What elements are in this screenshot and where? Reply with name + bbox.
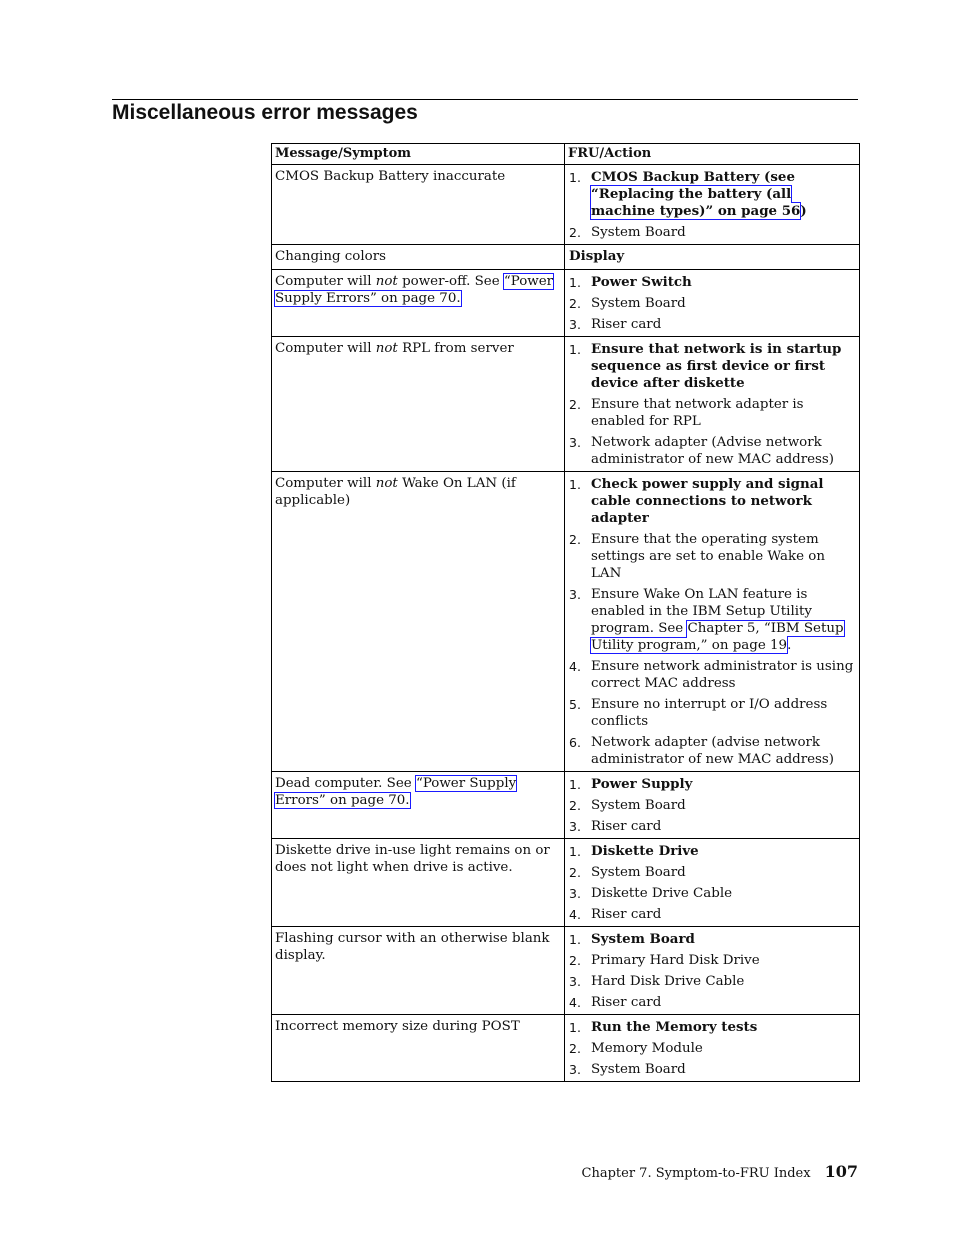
action-item-number: 5. xyxy=(569,697,581,712)
text-segment: Display xyxy=(569,248,625,264)
action-item-number: 2. xyxy=(569,1041,581,1056)
action-item xyxy=(569,818,857,835)
symptom-cell xyxy=(272,772,565,839)
action-item-number: 3. xyxy=(569,587,581,602)
text-segment: Diskette drive in-use light remains on or does not light when drive is active. xyxy=(275,843,550,875)
action-cell xyxy=(565,839,860,927)
text-segment: Dead computer. See xyxy=(275,776,416,791)
page-title: Miscellaneous error messages xyxy=(112,101,418,124)
symptom-fru-table xyxy=(271,143,860,1082)
section-rule xyxy=(112,99,858,100)
text-segment: Wake On LAN (if applicable) xyxy=(275,476,516,508)
text-segment: Riser card xyxy=(591,907,662,922)
text-segment: Primary Hard Disk Drive xyxy=(591,953,760,968)
action-item xyxy=(569,1061,857,1078)
text-segment: Ensure Wake On LAN feature is enabled in the IBM Setup Utility program. See xyxy=(591,587,812,636)
action-item-number: 2. xyxy=(569,397,581,412)
action-item xyxy=(569,341,857,392)
text-segment: Memory Module xyxy=(591,1041,703,1056)
action-cell xyxy=(565,165,860,245)
action-item xyxy=(569,864,857,881)
action-item-number: 2. xyxy=(569,953,581,968)
action-item xyxy=(569,931,857,948)
action-item-number: 4. xyxy=(569,995,581,1010)
action-item xyxy=(569,973,857,990)
action-item-number: 4. xyxy=(569,907,581,922)
table-row xyxy=(272,165,860,245)
text-segment: Computer will xyxy=(275,341,376,356)
action-item-number: 2. xyxy=(569,532,581,547)
action-list xyxy=(569,931,857,1011)
action-item-number: 3. xyxy=(569,886,581,901)
text-segment: Ensure that the operating system settings are set to enable Wake on LAN xyxy=(591,532,825,581)
action-item-number: 3. xyxy=(569,435,581,450)
action-item-number: 1. xyxy=(569,477,581,492)
text-segment: Computer will xyxy=(275,274,376,289)
action-item-number: 1. xyxy=(569,844,581,859)
text-segment: ) xyxy=(800,203,807,219)
header-message-symptom: Message/Symptom xyxy=(272,144,565,165)
text-segment: Diskette Drive Cable xyxy=(591,886,733,901)
action-item xyxy=(569,586,857,654)
symptom-cell xyxy=(272,270,565,337)
action-item xyxy=(569,994,857,1011)
action-cell xyxy=(565,1015,860,1082)
action-item-number: 2. xyxy=(569,798,581,813)
text-segment: System Board xyxy=(591,865,686,880)
text-segment: CMOS Backup Battery inaccurate xyxy=(275,169,506,184)
action-item-number: 2. xyxy=(569,225,581,240)
action-list xyxy=(569,341,857,468)
action-item-number: 2. xyxy=(569,296,581,311)
action-cell xyxy=(565,472,860,772)
action-item-number: 3. xyxy=(569,317,581,332)
action-list xyxy=(569,843,857,923)
action-item xyxy=(569,531,857,582)
action-cell xyxy=(565,772,860,839)
action-item xyxy=(569,295,857,312)
action-item-number: 1. xyxy=(569,932,581,947)
action-cell xyxy=(565,337,860,472)
page-footer xyxy=(582,1162,858,1181)
table-body xyxy=(272,165,860,1082)
action-item xyxy=(569,434,857,468)
action-item xyxy=(569,885,857,902)
action-item xyxy=(569,476,857,527)
table-row xyxy=(272,245,860,270)
action-item xyxy=(569,274,857,291)
action-item-number: 1. xyxy=(569,275,581,290)
action-cell xyxy=(565,245,860,270)
action-item-number: 1. xyxy=(569,1020,581,1035)
action-list xyxy=(569,169,857,241)
text-segment: Incorrect memory size during POST xyxy=(275,1019,520,1034)
text-segment: Ensure network administrator is using correct MAC address xyxy=(591,659,854,691)
text-segment: not xyxy=(375,476,398,491)
symptom-cell xyxy=(272,165,565,245)
action-list xyxy=(569,1019,857,1078)
text-segment: System Board xyxy=(591,296,686,311)
text-segment: Run the Memory tests xyxy=(591,1019,758,1035)
action-item xyxy=(569,797,857,814)
table-row xyxy=(272,1015,860,1082)
symptom-cell xyxy=(272,1015,565,1082)
cross-reference-link[interactable]: “Power Supply Errors” on page 70. xyxy=(275,274,554,306)
action-item-number: 3. xyxy=(569,974,581,989)
action-list xyxy=(569,776,857,835)
action-item xyxy=(569,776,857,793)
symptom-cell xyxy=(272,472,565,772)
action-item xyxy=(569,734,857,768)
action-item xyxy=(569,396,857,430)
action-item xyxy=(569,696,857,730)
text-segment: Ensure that network is in startup sequence as first device or first device after diskette xyxy=(591,341,842,391)
text-segment: Riser card xyxy=(591,317,662,332)
action-item xyxy=(569,906,857,923)
action-cell xyxy=(565,927,860,1015)
action-item-number: 3. xyxy=(569,1062,581,1077)
table-row xyxy=(272,839,860,927)
action-item xyxy=(569,952,857,969)
text-segment: CMOS Backup Battery (see xyxy=(591,169,795,185)
action-cell xyxy=(565,270,860,337)
header-fru-action: FRU/Action xyxy=(565,144,860,165)
text-segment: Computer will xyxy=(275,476,376,491)
action-item xyxy=(569,169,857,220)
text-segment: System Board xyxy=(591,1062,686,1077)
text-segment: Riser card xyxy=(591,995,662,1010)
text-segment: Hard Disk Drive Cable xyxy=(591,974,745,989)
action-item-number: 6. xyxy=(569,735,581,750)
text-segment: Diskette Drive xyxy=(591,843,699,859)
text-segment: Check power supply and signal cable connections to network adapter xyxy=(591,476,824,526)
action-item xyxy=(569,1019,857,1036)
action-item-number: 1. xyxy=(569,777,581,792)
action-item xyxy=(569,843,857,860)
symptom-cell xyxy=(272,927,565,1015)
text-segment: System Board xyxy=(591,931,695,947)
text-segment: System Board xyxy=(591,225,686,240)
action-list xyxy=(569,476,857,768)
text-segment: Network adapter (advise network administrator of new MAC address) xyxy=(591,735,835,767)
text-segment: Network adapter (Advise network administrator of new MAC address) xyxy=(591,435,835,467)
cross-reference-link[interactable]: “Power Supply Errors” on page 70. xyxy=(275,776,517,808)
cross-reference-link[interactable]: Chapter 5, “IBM Setup Utility program,” on page 19 xyxy=(591,621,844,653)
text-segment: Riser card xyxy=(591,819,662,834)
footer-chapter: Chapter 7. Symptom-to-FRU Index xyxy=(581,1166,811,1181)
text-segment: Changing colors xyxy=(275,249,386,264)
symptom-cell xyxy=(272,337,565,472)
action-item xyxy=(569,658,857,692)
action-item-number: 1. xyxy=(569,342,581,357)
page-number: 107 xyxy=(824,1162,858,1181)
text-segment: Power Switch xyxy=(591,274,692,290)
table-row xyxy=(272,772,860,839)
action-item-number: 3. xyxy=(569,819,581,834)
table-row xyxy=(272,927,860,1015)
cross-reference-link[interactable]: “Replacing the battery (all machine types)” on page 56 xyxy=(591,186,801,219)
text-segment: . xyxy=(787,638,792,653)
text-segment: Ensure that network adapter is enabled for RPL xyxy=(591,397,804,429)
text-segment: Ensure no interrupt or I/O address conflicts xyxy=(591,697,828,729)
symptom-cell xyxy=(272,839,565,927)
text-segment: Power Supply xyxy=(591,776,693,792)
text-segment: not xyxy=(375,341,398,356)
text-segment: RPL from server xyxy=(397,341,514,356)
action-item xyxy=(569,224,857,241)
action-item-number: 1. xyxy=(569,170,581,185)
table-header-row xyxy=(272,144,860,165)
text-segment: power-off. See xyxy=(397,274,504,289)
table-row xyxy=(272,270,860,337)
text-segment: System Board xyxy=(591,798,686,813)
action-list xyxy=(569,274,857,333)
text-segment: not xyxy=(375,274,398,289)
action-item-number: 4. xyxy=(569,659,581,674)
table-row xyxy=(272,472,860,772)
action-item-number: 2. xyxy=(569,865,581,880)
action-item xyxy=(569,316,857,333)
text-segment: Flashing cursor with an otherwise blank display. xyxy=(275,931,550,963)
table-row xyxy=(272,337,860,472)
action-item xyxy=(569,1040,857,1057)
symptom-cell xyxy=(272,245,565,270)
